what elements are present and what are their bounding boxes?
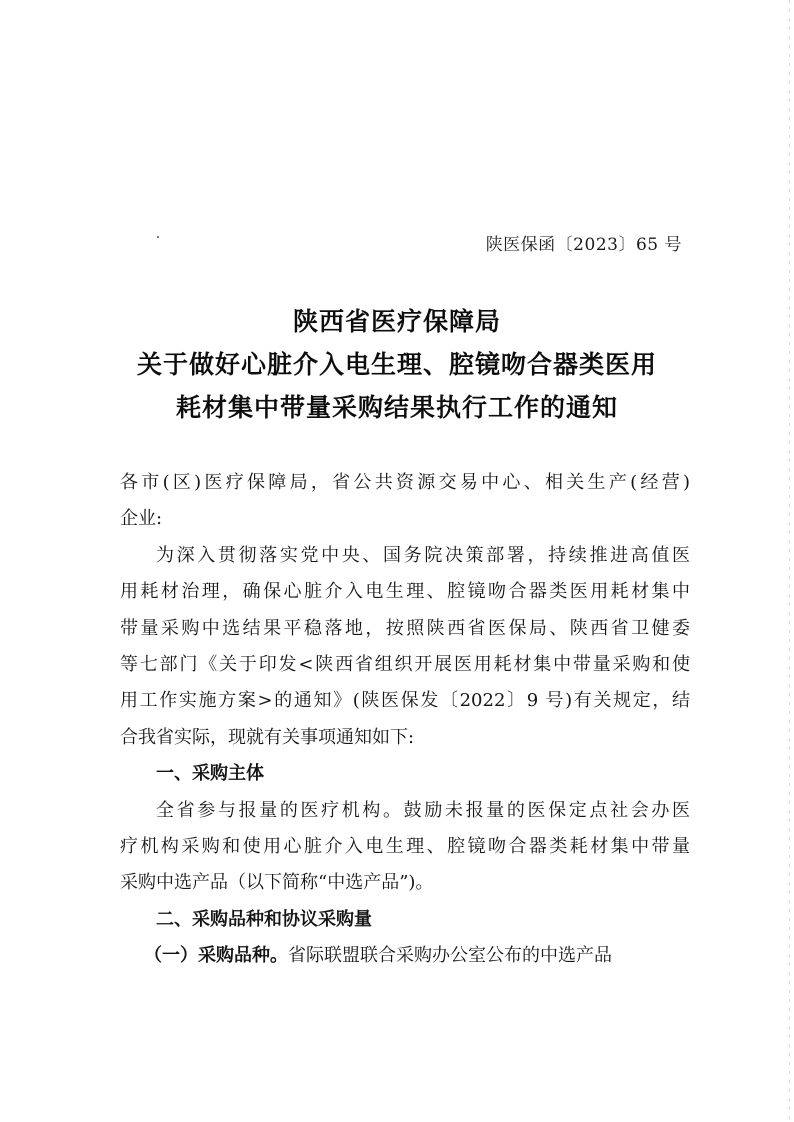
section-2-heading: 二、采购品种和协议采购量 [156,908,372,930]
title-line-1: 陕西省医疗保障局 [292,307,501,336]
scan-speck [157,236,159,238]
document-body [120,465,690,974]
intro-paragraph-line-5: 用工作实施方案>的通知》(陕医保发〔2022〕9 号)有关规定，结 [120,690,690,712]
intro-paragraph-line-2: 用耗材治理，确保心脏介入电生理、腔镜吻合器类医用耗材集中 [120,581,690,603]
scan-edge-divider [789,0,790,1122]
section-2-sub-text: 省际联盟联合采购办公室公布的中选产品 [288,945,612,967]
section-1-heading: 一、采购主体 [156,763,264,785]
title-line-2: 关于做好心脏介入电生理、腔镜吻合器类医用 [136,350,657,379]
document-number: 陕医保函〔2023〕65 号 [485,235,682,255]
intro-paragraph-line-1: 为深入贯彻落实党中央、国务院决策部署，持续推进高值医 [156,544,690,566]
section-1-line-1: 全省参与报量的医疗机构。鼓励未报量的医保定点社会办医 [156,799,690,821]
intro-paragraph-line-3: 带量采购中选结果平稳落地，按照陕西省医保局、陕西省卫健委 [120,617,690,639]
title-line-3: 耗材集中带量采购结果执行工作的通知 [175,393,618,422]
section-1-line-2: 疗机构采购和使用心脏介入电生理、腔镜吻合器类耗材集中带量 [120,835,690,857]
salutation-line-1: 各市(区)医疗保障局，省公共资源交易中心、相关生产(经营) [120,472,690,493]
document-title [0,300,794,429]
section-1-line-3: 采购中选产品（以下简称“中选产品”)。 [120,872,434,894]
section-2-sub-label: （一）采购品种。 [144,945,288,967]
section-2-sub-line [120,938,690,974]
intro-paragraph-line-4: 等七部门《关于印发<陕西省组织开展医用耗材集中带量采购和使 [120,653,690,675]
intro-paragraph-line-6: 合我省实际，现就有关事项通知如下: [120,726,415,748]
salutation-line-2: 企业: [120,508,163,530]
